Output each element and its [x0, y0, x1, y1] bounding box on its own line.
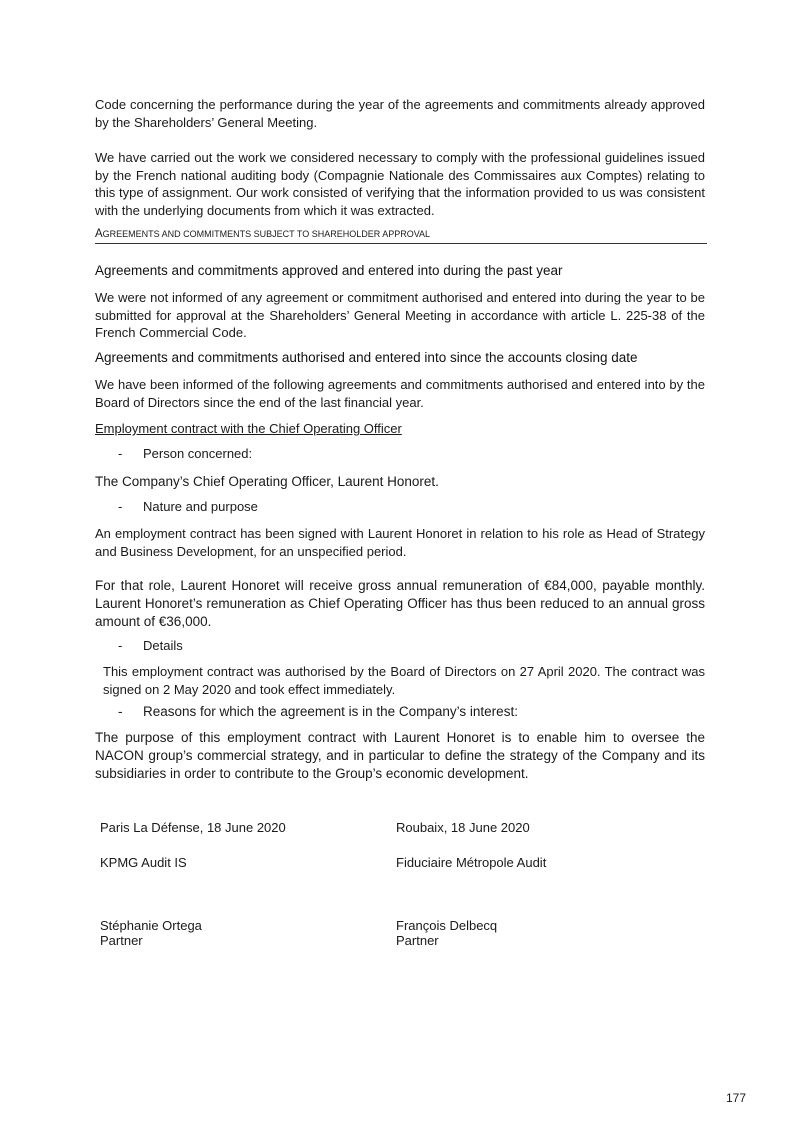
bullet-label: Person concerned: [143, 446, 253, 461]
authorised-heading: Agreements and commitments authorised and entered into since the accounts closing date [95, 350, 638, 365]
bullet-dash: - [118, 446, 123, 461]
person-paragraph: The Company’s Chief Operating Officer, Laurent Honoret. [95, 474, 439, 489]
section-title-rest: GREEMENTS AND COMMITMENTS SUBJECT TO SHAREHOLDER APPROVAL [102, 229, 431, 239]
bullet-person-concerned [118, 446, 252, 461]
bullet-label: Reasons for which the agreement is in the Company’s interest: [143, 704, 518, 719]
nature-paragraph-1: An employment contract has been signed with Laurent Honoret in relation to his role as Head of Strategy and Business Development, for an unspecified period. [95, 526, 705, 559]
bullet-reasons [118, 704, 518, 719]
page-number: 177 [725, 1091, 746, 1105]
contract-title: Employment contract with the Chief Operating Officer [95, 421, 402, 436]
signature-left-name: Stéphanie Ortega [100, 918, 202, 933]
intro-paragraph-1: Code concerning the performance during the year of the agreements and commitments already approved by the Shareholders’ General Meeting. [95, 97, 705, 130]
bullet-details [118, 638, 183, 653]
signature-left-place-date: Paris La Défense, 18 June 2020 [100, 820, 286, 835]
bullet-dash: - [118, 704, 123, 719]
signature-left-firm: KPMG Audit IS [100, 855, 187, 870]
section-title [95, 228, 707, 244]
bullet-dash: - [118, 638, 123, 653]
signature-right-place-date: Roubaix, 18 June 2020 [396, 820, 530, 835]
bullet-dash: - [118, 499, 123, 514]
signature-right-name: François Delbecq [396, 918, 498, 933]
reasons-paragraph: The purpose of this employment contract with Laurent Honoret is to enable him to oversee the NACON group’s commercial strategy, and in particular to define the strategy of the Company and its subsidiaries in order to contribute to the Group’s economic development. [95, 730, 705, 781]
signature-right-role: Partner [396, 933, 439, 948]
intro-paragraph-2: We have carried out the work we considered necessary to comply with the professional guidelines issued by the French national auditing body (Compagnie Nationale des Commissaires aux Comptes) relating to this type of assignment. Our work consisted of verifying that the information provided to us was consistent with the underlying documents from which it was extracted. [95, 150, 705, 218]
signature-right-firm: Fiduciaire Métropole Audit [396, 855, 547, 870]
section-title-initial: A [95, 228, 103, 240]
details-paragraph: This employment contract was authorised by the Board of Directors on 27 April 2020. The contract was signed on 2 May 2020 and took effect immediately. [103, 664, 705, 697]
signature-left-role: Partner [100, 933, 143, 948]
authorised-paragraph: We have been informed of the following agreements and commitments authorised and entered into by the Board of Directors since the end of the last financial year. [95, 377, 705, 410]
bullet-label: Details [143, 638, 183, 653]
bullet-nature-purpose [118, 499, 258, 514]
approved-paragraph: We were not informed of any agreement or commitment authorised and entered into during the year to be submitted for approval at the Shareholders’ General Meeting in accordance with article L. 225-38 of the French Commercial Code. [95, 290, 705, 340]
approved-heading: Agreements and commitments approved and entered into during the past year [95, 263, 563, 278]
nature-paragraph-2: For that role, Laurent Honoret will receive gross annual remuneration of €84,000, payable monthly. Laurent Honoret’s remuneration as Chief Operating Officer has thus been reduced to an annual gross amount of €36,000. [95, 578, 705, 629]
bullet-label: Nature and purpose [143, 499, 258, 514]
